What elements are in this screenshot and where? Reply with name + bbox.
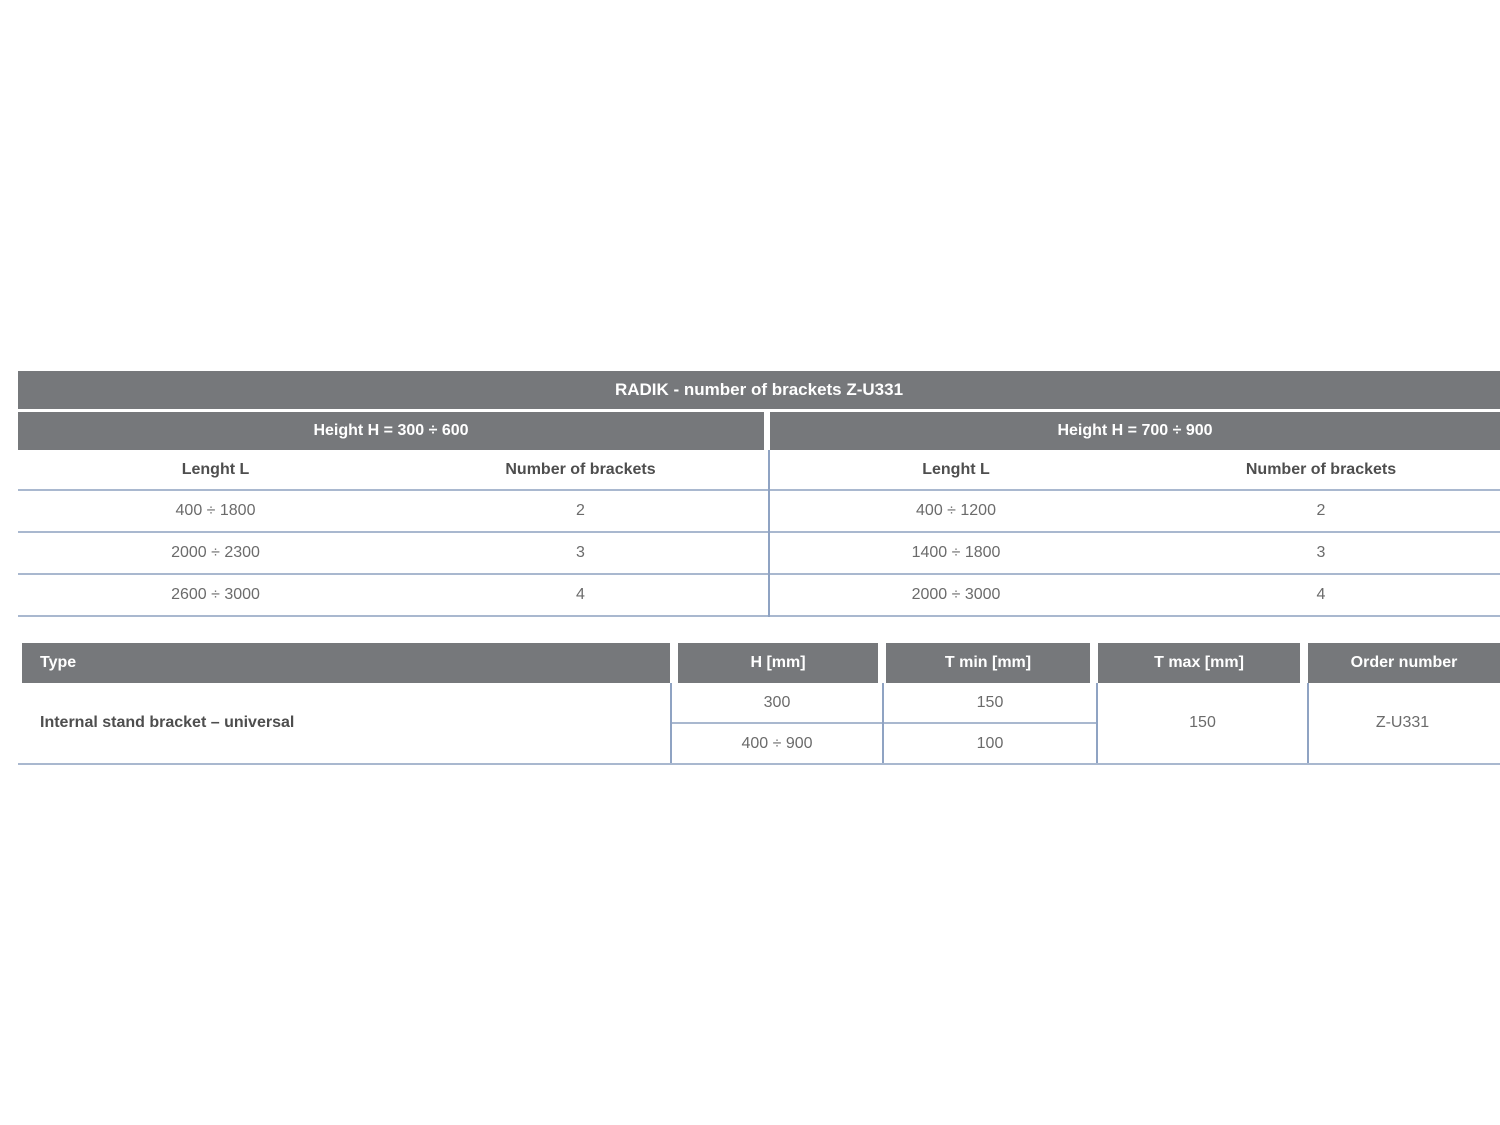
- length-cell: 2000 ÷ 2300: [171, 544, 260, 561]
- column-header-tmin: T min [mm]: [886, 643, 1090, 683]
- length-cell: 400 ÷ 1800: [175, 502, 256, 519]
- table-row: [18, 575, 768, 617]
- column-header-tmax: T max [mm]: [1098, 643, 1300, 683]
- brackets-table-title: RADIK - number of brackets Z-U331: [18, 371, 1500, 409]
- column-header-brackets: Number of brackets: [1245, 460, 1397, 478]
- spec-row: [18, 683, 1500, 765]
- column-header-length: Lenght L: [181, 460, 250, 478]
- h-cell-group: [672, 683, 884, 763]
- column-header-row: [770, 450, 1500, 491]
- table-row: [18, 491, 768, 533]
- order-number-cell: Z-U331: [1375, 714, 1430, 731]
- height-group-headers: [18, 412, 1500, 450]
- column-header-length: Lenght L: [922, 460, 990, 478]
- table-row: [18, 533, 768, 575]
- height-group-right: [770, 450, 1500, 617]
- type-cell: Internal stand bracket – universal: [18, 683, 672, 763]
- h-value-cell: 400 ÷ 900: [741, 734, 813, 752]
- h-value-cell: 300: [672, 683, 882, 724]
- length-cell: 2600 ÷ 3000: [171, 586, 260, 603]
- brackets-count-table: [18, 371, 1500, 617]
- tmin-value-cell: 100: [976, 734, 1004, 752]
- brackets-cell: 2: [1316, 502, 1326, 519]
- spec-header-row: [22, 643, 1500, 683]
- length-cell: 1400 ÷ 1800: [911, 544, 1001, 561]
- table-row: [770, 491, 1500, 533]
- product-spec-table: [22, 643, 1500, 765]
- length-cell: 2000 ÷ 3000: [911, 586, 1001, 603]
- tmax-cell: 150: [1098, 683, 1309, 763]
- column-header-type: Type: [22, 643, 670, 683]
- table-row: [770, 533, 1500, 575]
- brackets-cell: 3: [576, 544, 585, 561]
- length-cell: 400 ÷ 1200: [916, 502, 996, 519]
- tmin-cell-group: [884, 683, 1098, 763]
- brackets-cell: 2: [576, 502, 585, 519]
- column-header-brackets: Number of brackets: [505, 460, 656, 478]
- column-header-row: [18, 450, 768, 491]
- brackets-cell: 4: [576, 586, 585, 603]
- bracket-spec-sheet: [18, 371, 1500, 765]
- brackets-cell: 3: [1316, 544, 1326, 561]
- height-group-left-heading: Height H = 300 ÷ 600: [18, 412, 764, 450]
- column-header-order-number: Order number: [1308, 643, 1500, 683]
- column-header-h: H [mm]: [678, 643, 878, 683]
- height-group-right-heading: Height H = 700 ÷ 900: [770, 412, 1500, 450]
- brackets-table-body: [18, 450, 1500, 617]
- height-group-left: [18, 450, 770, 617]
- brackets-cell: 4: [1316, 586, 1326, 603]
- tmin-value-cell: 150: [884, 683, 1096, 724]
- table-row: [770, 575, 1500, 617]
